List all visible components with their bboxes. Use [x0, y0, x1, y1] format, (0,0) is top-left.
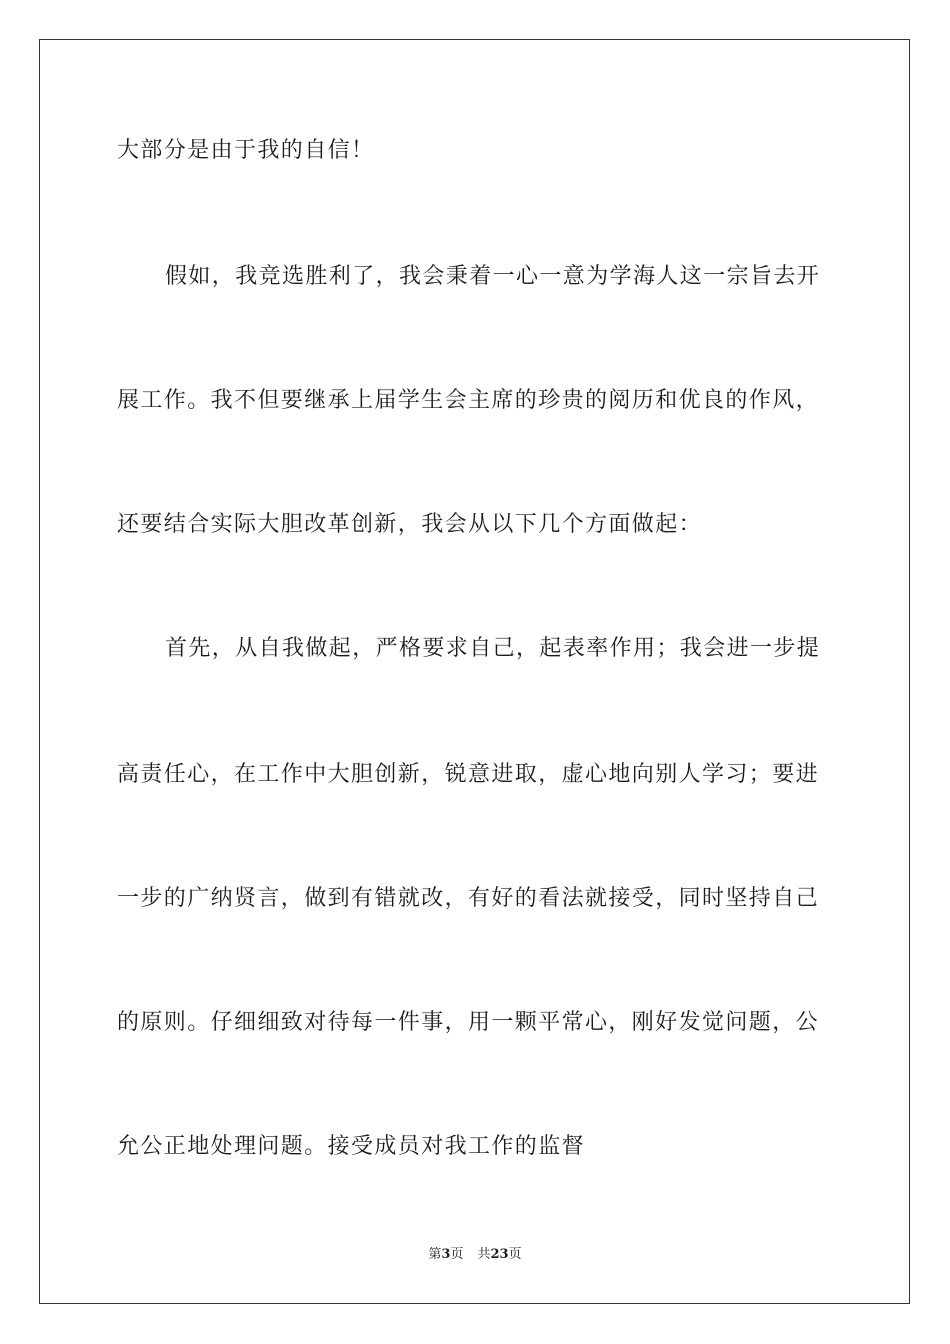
total-pages: 23	[490, 1247, 509, 1262]
page-prefix: 第	[428, 1247, 442, 1262]
page-footer	[0, 1246, 950, 1264]
text-line-9: 允公正地处理问题。接受成员对我工作的监督	[117, 1134, 586, 1159]
text-line-2: 假如，我竞选胜利了，我会秉着一心一意为学海人这一宗旨去开	[165, 264, 821, 289]
text-line-4: 还要结合实际大胆改革创新，我会从以下几个方面做起：	[117, 512, 703, 537]
text-line-8: 的原则。仔细细致对待每一件事，用一颗平常心，刚好发觉问题，公	[117, 1010, 820, 1035]
text-line-1: 大部分是由于我的自信！	[117, 138, 375, 163]
text-line-5: 首先，从自我做起，严格要求自己，起表率作用；我会进一步提	[165, 636, 821, 661]
total-prefix: 共	[477, 1247, 491, 1262]
text-line-6: 高责任心，在工作中大胆创新，锐意进取，虚心地向别人学习；要进	[117, 762, 820, 787]
text-line-7: 一步的广纳贤言，做到有错就改，有好的看法就接受，同时坚持自己	[117, 886, 820, 911]
page-suffix: 页	[450, 1247, 464, 1262]
page-border	[39, 39, 910, 1304]
page-number: 3	[441, 1247, 451, 1262]
total-suffix: 页	[508, 1247, 522, 1262]
text-line-3: 展工作。我不但要继承上届学生会主席的珍贵的阅历和优良的作风，	[117, 388, 820, 413]
